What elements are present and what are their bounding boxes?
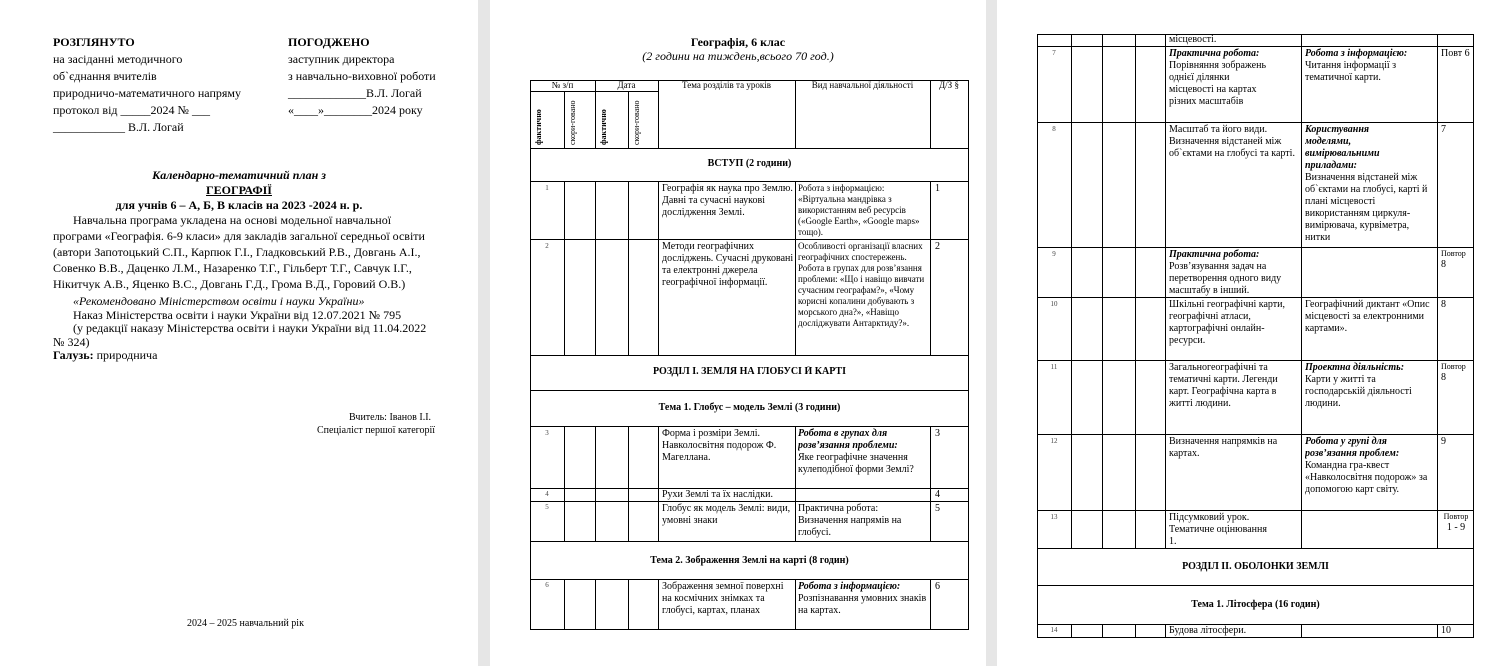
header-date: Дата (617, 80, 636, 90)
lesson-hw: 6 (935, 581, 940, 592)
theme-lithosphere: Тема 1. Літосфера (16 годин) (1191, 599, 1320, 610)
lesson-activity (1305, 48, 1435, 84)
teacher-category: Спеціаліст першої категорії (317, 425, 436, 436)
activity-heading: Користування моделями, вимірювальними приладами: (1305, 124, 1380, 171)
lesson-hw: 9 (1441, 436, 1446, 447)
order-text: Наказ Міністерства освіти і науки України від 12.07.2021 № 795 (73, 308, 402, 322)
activity-text: Читання інформації з тематичної карти. (1305, 60, 1397, 83)
lesson-hw: 1 - 9 (1446, 522, 1466, 533)
page-1 (0, 0, 478, 666)
page-3 (997, 0, 1485, 666)
topic-text: Порівняння зображень однієї ділянки місцевості на картах різних масштабів (1169, 60, 1267, 107)
topic-heading: Практична робота: (1169, 249, 1260, 260)
field-label: Галузь: (53, 348, 94, 362)
order-edit-text: (у редакції наказу Міністерства освіти і науки України від 11.04.2022 № 324) (53, 321, 427, 349)
row-number: 14 (1050, 626, 1058, 634)
lesson-hw: Повт 6 (1441, 48, 1470, 59)
row-number: 11 (1050, 363, 1058, 371)
lesson-topic-text: Географія як наука про Землю. Давні та сучасні наукові дослідження Землі. (662, 183, 793, 218)
program-text: Навчальна програма укладена на основі модельної навчальної програми «Географія. 6-9 класи» для закладів загальної середньої освіти (автори Запотоцький С.П., Карпюк Г.І., Гладковський Р.В., Довгань А.І., Совенко В.В., Даценко Л.М., Назаренко Т.Г., Гільберт Т.Г., Савчук І.Г., Нікитчук А.В., Яценко В.С., Довгань Г.Д., Грома В.Д., Горовий О.В.) (53, 213, 425, 291)
activity-heading: Робота з інформацією: (798, 581, 901, 592)
activity-heading: Проектна діяльність: (1305, 362, 1405, 373)
theme-1: Тема 1. Глобус – модель Землі (3 години) (658, 402, 841, 413)
page-2 (490, 0, 986, 666)
agreed-line: «____»________2024 року (288, 103, 423, 117)
lesson-activity (1305, 436, 1435, 496)
section-2: РОЗДІЛ ІІ. ОБОЛОНКИ ЗЕМЛІ (1182, 561, 1329, 572)
lesson-topic: Рухи Землі та їх наслідки. (662, 489, 773, 500)
approved-line: протокол від _____2024 № ___ (53, 103, 210, 117)
header-actual: фактично (599, 109, 608, 145)
header-actual: фактично (534, 109, 543, 145)
page2-subtitle: (2 години на тиждень,всього 70 год.) (642, 49, 834, 63)
activity-text: Командна гра-квест «Навколосвітня подорож» за допомогою карт світу. (1305, 460, 1428, 495)
school-year: 2024 – 2025 навчальний рік (187, 618, 304, 629)
activity-heading: Робота у групі для розв’язання проблем: (1305, 436, 1400, 459)
agreed-heading: ПОГОДЖЕНО (288, 35, 370, 49)
activity-text: Яке географічне значення кулеподібної форми Землі? (798, 452, 914, 475)
lesson-hw: 7 (1441, 124, 1446, 135)
lesson-hw: 2 (935, 241, 940, 252)
theme-2: Тема 2. Зображення Землі на карті (8 годин) (650, 555, 849, 566)
topic-heading: Практична робота: (1169, 48, 1260, 59)
section-1: РОЗДІЛ І. ЗЕМЛЯ НА ГЛОБУСІ Й КАРТІ (652, 366, 846, 377)
lesson-activity (1305, 362, 1435, 410)
row-number: 4 (545, 490, 549, 498)
row-number: 7 (1052, 49, 1056, 57)
lesson-topic: Форма і розміри Землі. Навколосвітня подорож Ф. Магеллана. (662, 428, 777, 463)
row-number: 12 (1050, 437, 1058, 445)
header-hw: Д/З § (939, 80, 959, 90)
lesson-hw: 5 (935, 503, 940, 514)
lesson-topic: Методи географічних досліджень. Сучасні друковані та електронні джерела географічної інформації. (662, 241, 794, 288)
lesson-hw: 4 (935, 489, 940, 500)
continued-text: місцевості. (1169, 34, 1217, 45)
approved-line: природничо-математичного напряму (53, 86, 241, 100)
header-adjusted: скори-говано (568, 100, 577, 145)
lesson-hw: 1 (935, 183, 940, 194)
plan-title: Календарно-тематичний план з (152, 168, 326, 182)
activity-heading: Робота з інформацією: (1305, 48, 1408, 59)
lesson-topic: Масштаб та його види. Визначення відстаней між об`єктами на глобусі та карті. (1169, 124, 1295, 159)
lesson-topic: Підсумковий урок. Тематичне оцінювання 1. (1169, 512, 1267, 547)
agreed-line: з навчально-виховної роботи (288, 69, 436, 83)
header-topics: Тема розділів та уроків (682, 80, 771, 90)
lesson-topic: Шкільні географічні карти, географічні атласи, картографічні онлайн-ресурси. (1169, 299, 1286, 346)
lesson-hw: 3 (935, 428, 940, 439)
row-number: 10 (1050, 300, 1058, 308)
row-number: 3 (545, 429, 549, 437)
row-number: 1 (545, 184, 549, 192)
subject-title: ГЕОГРАФІЇ (206, 183, 272, 197)
lesson-hw-note: Повтор (1441, 362, 1466, 371)
field-value: природнича (96, 348, 158, 362)
row-number: 5 (545, 503, 549, 511)
lesson-topic: Загальногеографічні та тематичні карти. Легенди карт. Географічна карта в житті людини. (1169, 362, 1278, 409)
teacher-name: Вчитель: Іванов І.І. (349, 412, 432, 423)
lesson-activity: Особливості організації власних географічних спостережень. Робота в групах для розв’язання проблеми: «Що і навіщо вивчати сучасним географам?», «Чому корисні копалини добувають з морського дна?», «Навіщо досліджувати Антарктиду?». (798, 241, 925, 328)
lesson-activity (798, 428, 929, 476)
header-num: № з/п (551, 80, 574, 90)
lesson-topic: Глобус як модель Землі: види, умовні знаки (662, 503, 791, 526)
row-number: 8 (1052, 125, 1056, 133)
approved-line: об`єднання вчителів (53, 69, 157, 83)
row-number: 13 (1050, 513, 1058, 521)
page2-title: Географія, 6 клас (690, 35, 786, 49)
lesson-activity: Географічний диктант «Опис місцевості за електронними картами». (1305, 299, 1430, 334)
lesson-hw: 8 (1441, 299, 1446, 310)
lesson-hw: 8 (1441, 259, 1446, 270)
topic-text: Розв’язування задач на перетворення одного виду масштабу в інший. (1169, 261, 1282, 296)
activity-text: Карти у житті та господарській діяльності людини. (1305, 374, 1412, 409)
lesson-hw: 8 (1441, 372, 1446, 383)
lesson-activity: Практична робота: Визначення напрямів на глобусі. (798, 503, 902, 538)
for-students: для учнів 6 – А, Б, В класів на 2023 -2024 н. р. (115, 198, 363, 212)
header-activity: Вид навчальної діяльності (811, 80, 914, 90)
lesson-hw-note: Повтор (1441, 249, 1466, 258)
field-line (53, 347, 157, 364)
lesson-activity (1305, 124, 1435, 246)
section-intro: ВСТУП (2 години) (707, 158, 792, 169)
agreed-line: _____________В.Л. Логай (288, 86, 422, 100)
lesson-activity (798, 581, 929, 629)
approved-line: ____________ В.Л. Логай (53, 120, 184, 134)
activity-text: Розпізнавання умовних знаків на картах. (798, 593, 927, 616)
activity-text: Визначення відстаней між об`єктами на глобусі, карті й плані місцевості використанням циркуля-вимірювача, курвіметра, нитки (1305, 172, 1428, 243)
lesson-topic: Визначення напрямків на картах. (1169, 436, 1278, 459)
lesson-topic (1169, 48, 1297, 108)
row-number: 9 (1052, 250, 1056, 258)
activity-heading: Робота в групах для розв’язання проблеми: (798, 428, 898, 451)
approved-line: на засіданні методичного (53, 52, 183, 66)
approved-heading: РОЗГЛЯНУТО (53, 35, 135, 49)
lesson-hw: 10 (1441, 625, 1451, 636)
lesson-hw-note: Повтор (1443, 512, 1469, 521)
lesson-topic (1169, 249, 1299, 297)
lesson-topic: Будова літосфери. (1169, 625, 1247, 636)
row-number: 6 (545, 581, 549, 589)
row-number: 2 (545, 242, 549, 250)
lesson-activity: Робота з інформацією: «Віртуальна мандрівка з використанням веб ресурсів («Google Earth», «Google maps» тощо). (798, 183, 920, 237)
header-adjusted: скори-говано (632, 100, 641, 145)
agreed-line: заступник директора (288, 52, 395, 66)
lesson-topic (662, 183, 794, 219)
lesson-topic: Зображення земної поверхні на космічних знімках та глобусі, картах, планах (662, 581, 784, 616)
recommended-text: «Рекомендовано Міністерством освіти і науки України» (73, 294, 365, 308)
